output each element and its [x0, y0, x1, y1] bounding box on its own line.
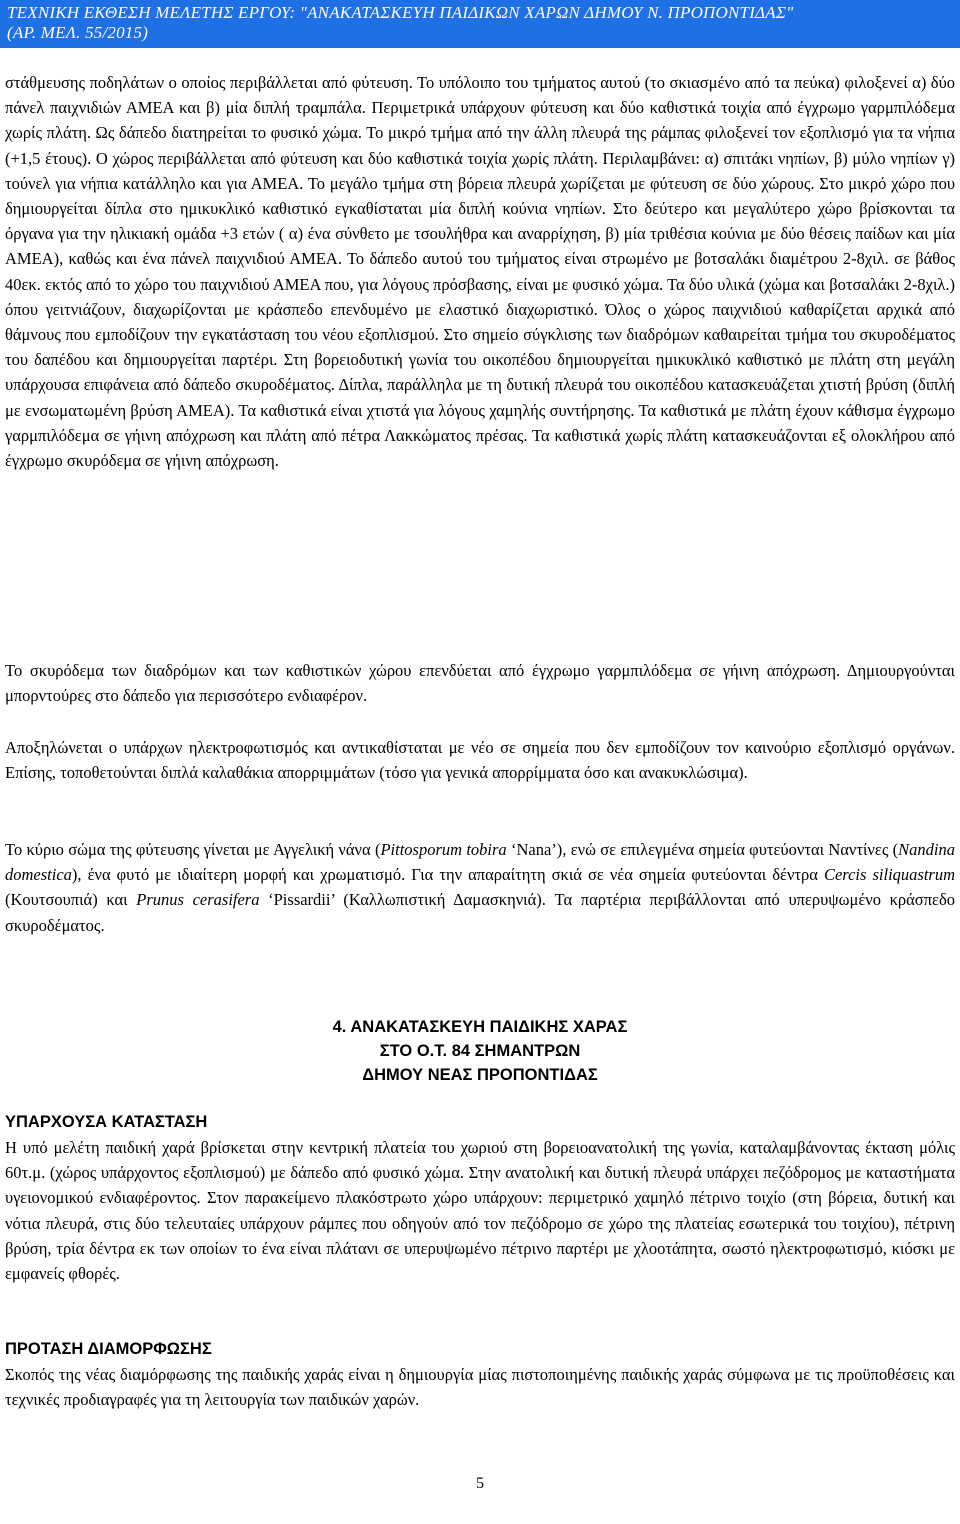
- document-header: [0, 0, 960, 48]
- paragraph-2-text: Το σκυρόδεμα των διαδρόμων και των καθιστικών χώρου επενδύεται από έγχρωμο γαρμπιλόδεμα σε γήινη απόχρωση. Δημιουργούνται μπορντούρες στο δάπεδο για περισσότερο ενδιαφέρον.: [5, 661, 955, 706]
- paragraph-1-text: στάθμευσης ποδηλάτων ο οποίος περιβάλλεται από φύτευση. Το υπόλοιπο του τμήματος αυτού (το σκιασμένο από τα πεύκα) φιλοξενεί α) δύο πάνελ παιχνιδιών ΑΜΕΑ και β) μία διπλή τραμπάλα. Περιμετρικά υπάρχουν φύτευση και δύο καθιστικά τοιχία από έγχρωμο γαρμπιλόδεμα χωρίς πλάτη. Ως δάπεδο διατηρείται το φυσικό χώμα. Το μικρό τμήμα από την άλλη πλευρά της ράμπας φιλοξενεί τον εξοπλισμό για τα νήπια (+1,5 έτους). Ο χώρος περιβάλλεται από φύτευση και δύο καθιστικά τοιχία χωρίς πλάτη. Περιλαμβάνει: α) σπιτάκι νηπίων, β) μύλο νηπίων γ) τούνελ για νήπια κατάλληλο και για ΑΜΕΑ. Το μεγάλο τμήμα στη βόρεια πλευρά χωρίζεται με φύτευση σε δύο χώρους. Στο μικρό χώρο που δημιουργείται δίπλα στο ημικυκλικό καθιστικό εγκαθίσταται μία διπλή κούνια νηπίων. Στο δεύτερο και μεγαλύτερο χώρο βρίσκονται τα όργανα για την ηλικιακή ομάδα +3 ετών ( α) ένα σύνθετο με τσουλήθρα και αναρρίχηση, β) μία τριθέσια κούνια με δύο θέσεις παίδων και μία ΑΜΕΑ), καθώς και ένα πάνελ παιχνιδιού ΑΜΕΑ. Το δάπεδο αυτού του τμήματος είναι στρωμένο με βοτσαλάκι διαμέτρου 2-8χιλ. σε βάθος 40εκ. εκτός από το χώρο του παιχνιδιού ΑΜΕΑ που, για λόγους πρόσβασης, είναι με φυσικό χώμα. Τα δύο υλικά (χώμα και βοτσαλάκι 2-8χιλ.) όπου γειτνιάζουν, διαχωρίζονται με κράσπεδο επενδυμένο με ελαστικό διαχωριστικό. Όλος ο χώρος παιχνιδιού καθαρίζεται αρχικά από θάμνους που εμποδίζουν την εγκατάσταση του νέου εξοπλισμού. Στο σημείο σύγκλισης των διαδρόμων καθαιρείται τμήμα του σκυροδέματος του δαπέδου και δημιουργείται παρτέρι. Στη βορειοδυτική γωνία του οικοπέδου δημιουργείται ημικυκλικό καθιστικό με πλάτη στη μεγάλη υπάρχουσα επιφάνεια από δάπεδο σκυροδέματος. Δίπλα, παράλληλα με τη δυτική πλευρά του οικοπέδου κατασκευάζεται χτιστή βρύση (διπλή με ενσωματωμένη βρύση ΑΜΕΑ). Τα καθιστικά είναι χτιστά για λόγους χαμηλής συντήρησης. Τα καθιστικά με πλάτη έχουν κάθισμα έγχρωμο γαρμπιλόδεμα σε γήινη απόχρωση και πλάτη από πέτρα Λακκώματος πρέσας. Τα καθιστικά χωρίς πλάτη κατασκευάζονται εξ ολοκλήρου από έγχρωμο σκυρόδεμα σε γήινη απόχρωση.: [5, 73, 955, 471]
- existing-situation-title: ΥΠΑΡΧΟΥΣΑ ΚΑΤΑΣΤΑΣΗ: [5, 1113, 208, 1131]
- proposal-text: Σκοπός της νέας διαμόρφωσης της παιδικής χαράς είναι η δημιουργία μίας πιστοποιημένης παιδικής χαράς σύμφωνα με τις προϋποθέσεις και τεχνικές προδιαγραφές για τη λειτουργία των παιδικών χαρών.: [5, 1365, 955, 1410]
- plant-name-nandina: Nandina domestica: [5, 840, 955, 885]
- page-number: 5: [476, 1475, 484, 1492]
- paragraph-3-text: Αποξηλώνεται ο υπάρχων ηλεκτροφωτισμός και αντικαθίσταται με νέο σε σημεία που δεν εμποδίζουν τον καινούριο εξοπλισμό οργάνων. Επίσης, τοποθετούνται διπλά καλαθάκια απορριμμάτων (τόσο για γενικά απορρίμματα όσο και ανακυκλώσιμα).: [5, 738, 955, 783]
- section-4-heading-line-3: ΔΗΜΟΥ ΝΕΑΣ ΠΡΟΠΟΝΤΙΔΑΣ: [362, 1066, 598, 1084]
- proposal-section: [5, 1337, 955, 1412]
- paragraph-4-text: [5, 837, 955, 938]
- planting-text-c: ‘Nana’), ενώ σε επιλεγμένα σημεία φυτεύονται Ναντίνες (: [506, 840, 899, 859]
- section-4-heading-line-2: ΣΤΟ Ο.Τ. 84 ΣΗΜΑΝΤΡΩΝ: [379, 1042, 581, 1060]
- planting-text-a: Το κύριο σώμα της φύτευσης γίνεται με Αγγελική νάνα (: [5, 840, 381, 859]
- section-4-heading: [0, 1015, 960, 1087]
- existing-situation-section: [5, 1110, 955, 1286]
- plant-name-pittosporum: Pittosporum tobira: [380, 840, 507, 859]
- existing-situation-text: Η υπό μελέτη παιδική χαρά βρίσκεται στην κεντρική πλατεία του χωριού στη βορειοανατολική της γωνία, καταλαμβάνοντας έκταση μόλις 60τ.μ. (χώρος υπάρχοντος εξοπλισμού) με δάπεδο από φυσικό χώμα. Στην ανατολική και δυτική πλευρά υπάρχει πεζόδρομος με καταστήματα υγειονομικού ενδιαφέροντος. Στον παρακείμενο πλακόστρωτο χώρο υπάρχουν: περιμετρικό χαμηλό πέτρινο τοιχίο (στη βόρεια, δυτική και νότια πλευρά, στις δύο τελευταίες υπάρχουν ράμπες που οδηγούν από τον πεζόδρομο σε χώρο της πλατείας εσωτερικά του τοιχίου), πέτρινη βρύση, τρία δέντρα εκ των οποίων το ένα είναι πλάτανι σε υπερυψωμένο πέτρινο παρτέρι με χλοοτάπητα, σωστό ηλεκτροφωτισμό, κιόσκι με εμφανείς φθορές.: [5, 1138, 955, 1284]
- header-title: ΤΕΧΝΙΚΗ ΕΚΘΕΣΗ ΜΕΛΕΤΗΣ ΕΡΓΟΥ: "ΑΝΑΚΑΤΑΣΚΕΥΗ ΠΑΙΔΙΚΩΝ ΧΑΡΩΝ ΔΗΜΟΥ Ν. ΠΡΟΠΟΝΤΙΔΑΣ": [7, 3, 794, 22]
- proposal-title: ΠΡΟΤΑΣΗ ΔΙΑΜΟΡΦΩΣΗΣ: [5, 1340, 212, 1358]
- paragraph-4: [5, 837, 955, 938]
- plant-name-cercis: Cercis siliquastrum: [823, 865, 955, 885]
- planting-text-g: (Κουτσουπιά) και: [5, 890, 137, 910]
- paragraph-3: [5, 735, 955, 785]
- header-study-number: (ΑΡ. ΜΕΛ. 55/2015): [7, 23, 149, 42]
- section-4-heading-line-1: 4. ΑΝΑΚΑΤΑΣΚΕΥΗ ΠΑΙΔΙΚΗΣ ΧΑΡΑΣ: [332, 1018, 628, 1036]
- planting-text-i: ‘Pissardii’ (Καλλωπιστική Δαμασκηνιά). Τα παρτέρια περιβάλλονται από υπερυψωμένο κράσπεδο σκυροδέματος.: [5, 890, 955, 935]
- plant-name-prunus: Prunus cerasifera: [136, 890, 260, 910]
- paragraph-1: [5, 70, 955, 473]
- paragraph-2: [5, 658, 955, 708]
- planting-text-e: ), ένα φυτό με ιδιαίτερη μορφή και χρωματισμό. Για την απαραίτητη σκιά σε νέα σημεία φυτεύονται δέντρα: [71, 865, 824, 885]
